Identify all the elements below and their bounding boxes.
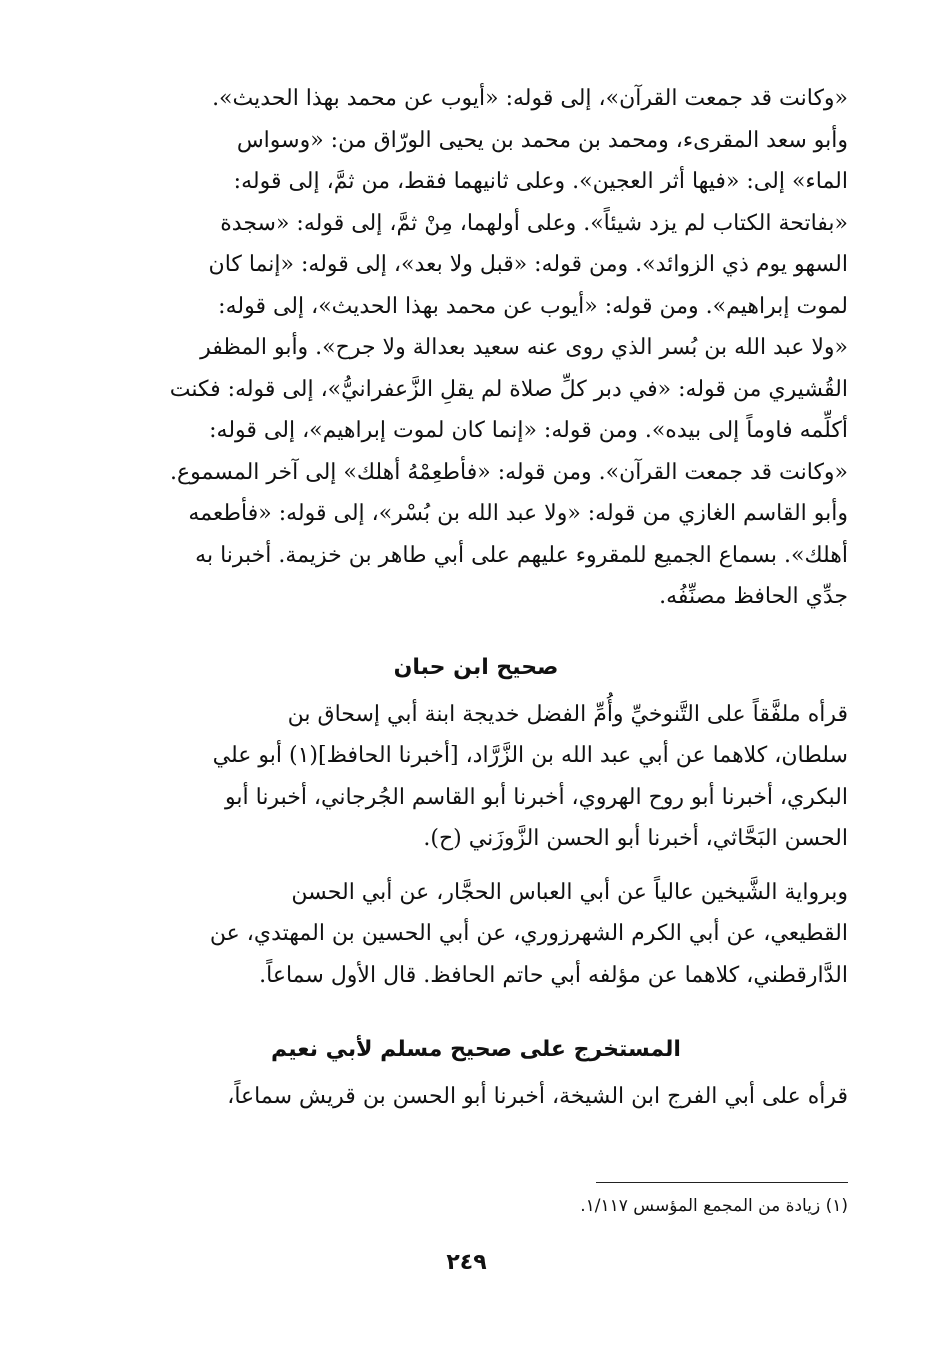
text-line: البكري، أخبرنا أبو روح الهروي، أخبرنا أبو القاسم الجُرجاني، أخبرنا أبو [225, 784, 848, 810]
text-line: «وكانت قد جمعت القرآن»، إلى قوله: «أيوب عن محمد بهذا الحديث». [212, 86, 848, 111]
page-number: ٢٤٩ [446, 1250, 487, 1275]
footnote: (١) زيادة من المجمع المؤسس ١/١١٧. [580, 1196, 848, 1216]
text-line: وأبو القاسم الغازي من قوله: «ولا عبد الله بن بُسْر»، إلى قوله: «فأطعمه [188, 501, 848, 526]
footnote-divider [596, 1182, 848, 1183]
text-line: أكلِّمه فاوماً إلى بيده». ومن قوله: «إنما كان لموت إبراهيم»، إلى قوله: [209, 418, 848, 443]
text-line: «ولا عبد الله بن بُسر الذي روى عنه سعيد بعدالة ولا جرح». وأبو المظفر [200, 335, 848, 360]
paragraph-mustakhraj-chain [104, 1076, 848, 1118]
text-line: «بفاتحة الكتاب لم يزد شيئاً». وعلى أولهما، مِنْ ثمَّ، إلى قوله: «سجدة [220, 210, 848, 236]
text-line: السهو يوم ذي الزوائد». ومن قوله: «قبل ولا بعد»، إلى قوله: «إنما كان [208, 252, 848, 277]
text-line: قرأه على أبي الفرج ابن الشيخة، أخبرنا أبو الحسن بن قريش سماعاً، [227, 1084, 848, 1109]
text-line: «وكانت قد جمعت القرآن». ومن قوله: «فأطعِمْهُ أهلك» إلى آخر المسموع. [170, 459, 848, 485]
page-body [104, 78, 848, 1118]
text-line: أهلك». بسماع الجميع للمقروء عليهم على أبي طاهر بن خزيمة. أخبرنا به [195, 542, 848, 568]
text-line: القُشيري من قوله: «في دبر كلِّ صلاة لم يقلِ الزَّعفرانيُّ»، إلى قوله: فكنت [169, 376, 848, 402]
text-line: القطيعي، عن أبي الكرم الشهرزوري، عن أبي الحسين بن المهتدي، عن [209, 921, 848, 946]
paragraph-main-text [104, 78, 848, 618]
text-line: قرأه ملفَّقاً على التَّنوخيِّ وأُمِّ الفضل خديجة ابنة أبي إسحاق بن [287, 701, 848, 727]
text-line: الماء» إلى: «فيها أثر العجين». وعلى ثانيهما فقط، من ثمَّ، إلى قوله: [233, 169, 848, 194]
text-line: جدِّي الحافظ مصنِّفُه. [659, 584, 848, 609]
text-line: لموت إبراهيم». ومن قوله: «أيوب عن محمد بهذا الحديث»، إلى قوله: [218, 293, 848, 319]
paragraph-ibn-hibban-chain [104, 694, 848, 860]
paragraph-shaykhayn-narration [104, 872, 848, 997]
text-line: وبرواية الشَّيخين عالياً عن أبي العباس الحجَّار، عن أبي الحسن [291, 879, 848, 905]
section-heading-mustakhraj-abu-nuaym: المستخرج على صحيح مسلم لأبي نعيم [271, 1037, 681, 1062]
text-line: الحسن البَحَّاثي، أخبرنا أبو الحسن الزَّوزَني (ح). [423, 826, 848, 851]
text-line: سلطان، كلاهما عن أبي عبد الله بن الزَّرَّاد، [أخبرنا الحافظ](١) أبو علي [212, 743, 848, 768]
text-line: وأبو سعد المقرىء، ومحمد بن محمد بن يحيى الورّاق من: «وسواس [236, 127, 848, 153]
section-heading-sahih-ibn-hibban: صحيح ابن حبان [393, 654, 559, 680]
text-line: الدَّارقطني، كلاهما عن مؤلفه أبي حاتم الحافظ. قال الأول سماعاً. [259, 962, 848, 988]
